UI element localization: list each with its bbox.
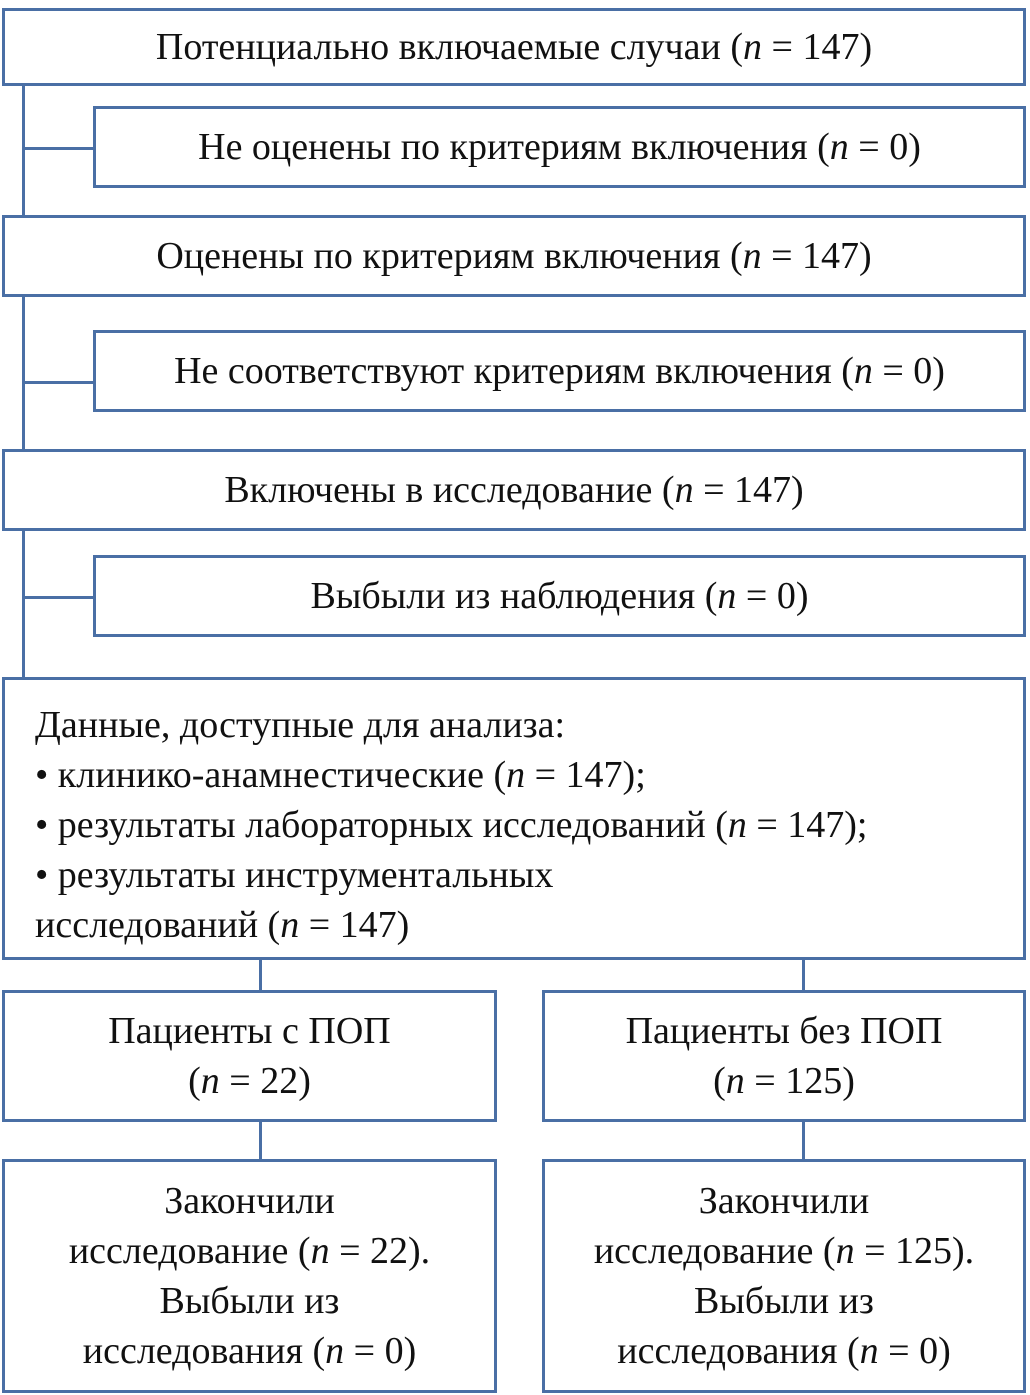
analysis-item-lab: • результаты лабораторных исследований (n = 147);: [35, 804, 868, 846]
group-title: Пациенты без ПОП: [625, 1010, 943, 1052]
box-not-eligible: Не соответствуют критериям включения (n = 0): [93, 330, 1026, 412]
box-included: Включены в исследование (n = 147): [2, 449, 1026, 531]
box-text: Оценены по критериям включения: [156, 235, 721, 277]
count: 0: [889, 126, 909, 168]
split-line-left: [259, 958, 262, 992]
group-count: (n = 22): [188, 1060, 311, 1102]
box-text: Потенциально включаемые случаи: [155, 26, 721, 68]
box-dropped: Выбыли из наблюдения (n = 0): [93, 555, 1026, 637]
box-text: Не оценены по критериям включения: [198, 126, 808, 168]
branch-line-3: [22, 596, 94, 599]
box-finished-without-pop: Закончили исследование (n = 125). Выбыли из исследования (n = 0): [542, 1159, 1026, 1393]
box-assessed: Оценены по критериям включения (n = 147): [2, 215, 1026, 297]
split-line-right: [802, 958, 805, 992]
count: 147: [734, 469, 791, 511]
group-count: (n = 125): [713, 1060, 855, 1102]
finished-count: исследование (n = 125).: [593, 1230, 975, 1272]
count: 147: [802, 26, 860, 68]
count: 147: [802, 235, 860, 277]
analysis-item-instrumental-cont: исследований (n = 147): [35, 904, 410, 946]
down-line-left: [259, 1120, 262, 1162]
box-finished-with-pop: Закончили исследование (n = 22). Выбыли из исследования (n = 0): [2, 1159, 497, 1393]
analysis-item-instrumental: • результаты инструментальных: [35, 854, 554, 896]
box-not-assessed: Не оценены по критериям включения (n = 0): [93, 106, 1026, 188]
finished-count: исследование (n = 22).: [68, 1230, 431, 1272]
analysis-item-clinical: • клинико-анамнестические (n = 147);: [35, 754, 646, 796]
analysis-heading: Данные, доступные для анализа:: [35, 704, 566, 746]
box-text: Выбыли из наблюдения: [310, 575, 696, 617]
dropped-count: исследования (n = 0): [617, 1330, 951, 1372]
box-potential-cases: Потенциально включаемые случаи (n = 147): [2, 8, 1026, 86]
group-title: Пациенты с ПОП: [108, 1010, 391, 1052]
count: 0: [913, 350, 933, 392]
box-text: Включены в исследование: [224, 469, 653, 511]
branch-line-1: [22, 147, 94, 150]
box-analysis-data: [2, 677, 1026, 960]
box-patients-with-pop: [2, 990, 497, 1122]
box-patients-without-pop: [542, 990, 1026, 1122]
dropped-count: исследования (n = 0): [82, 1330, 417, 1372]
box-text: Не соответствуют критериям включения: [174, 350, 832, 392]
down-line-right: [802, 1120, 805, 1162]
count: 0: [776, 575, 796, 617]
branch-line-2: [22, 381, 94, 384]
